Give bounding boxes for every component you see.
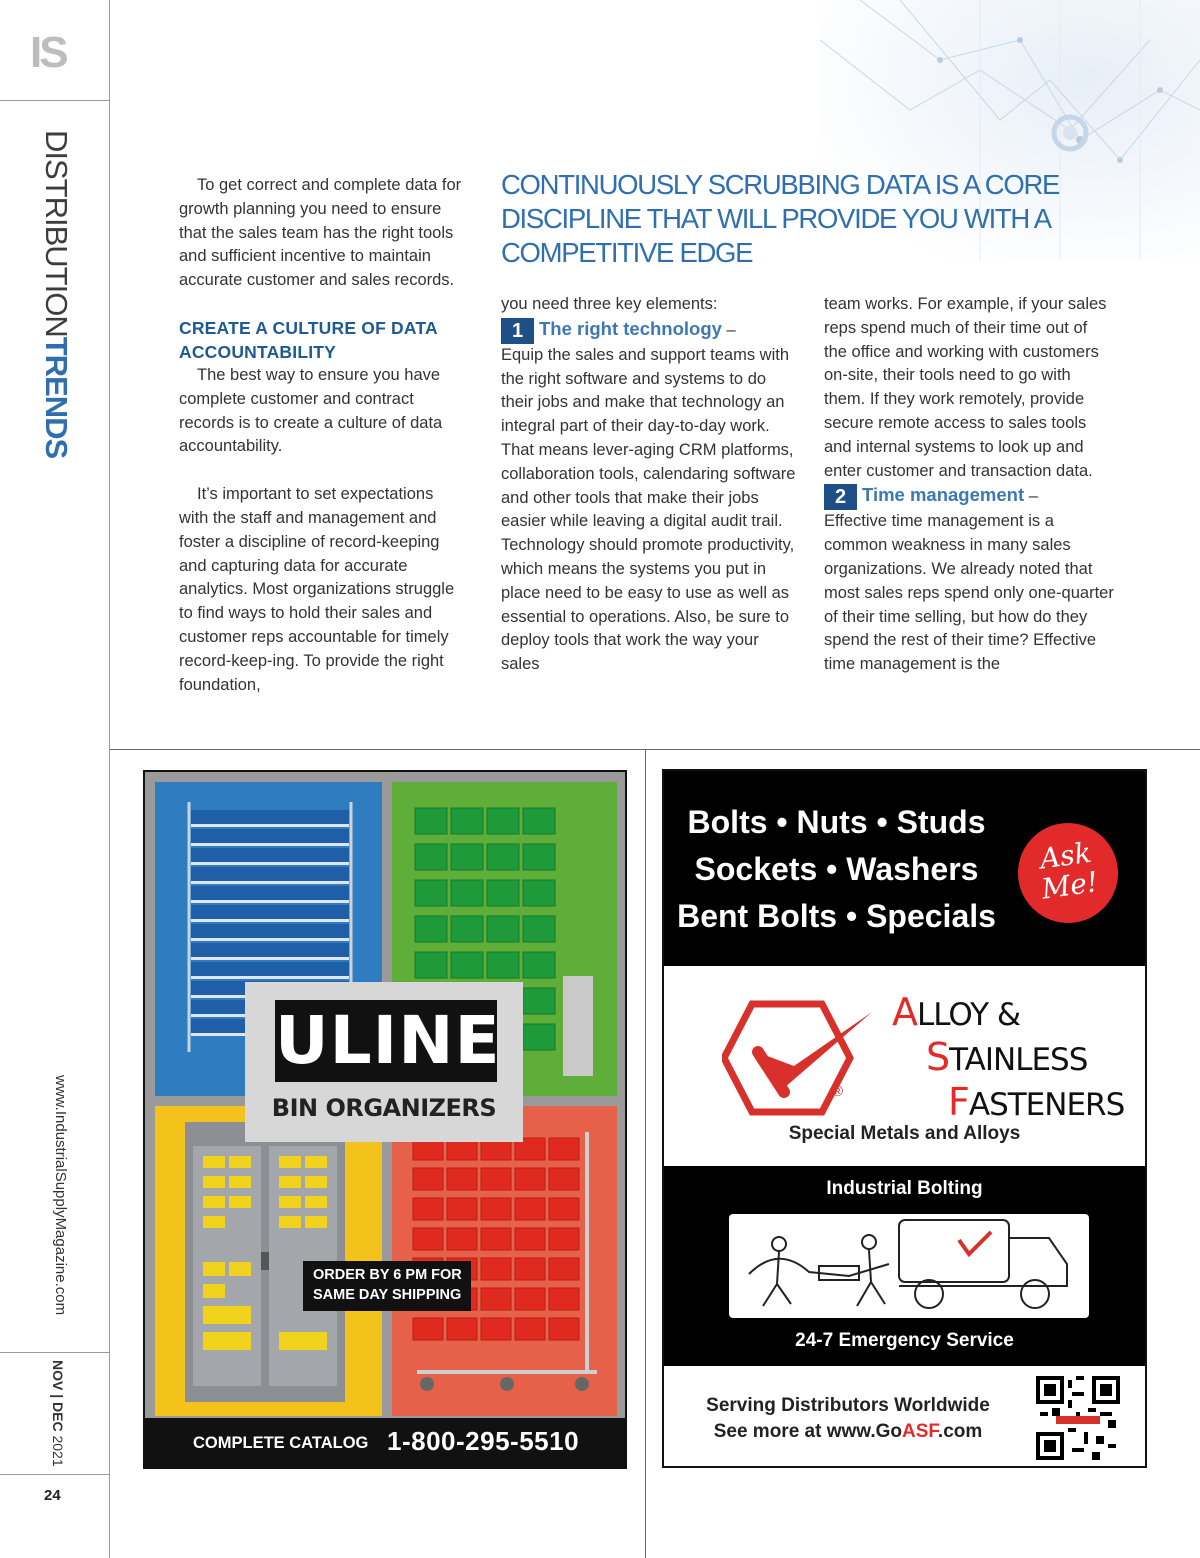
body-paragraph: It’s important to set expectations with the staff and management and foster a discipline of record-keeping and capturing data for accurate analytics. Most organizations struggle to find ways to hold their sales and customer reps accountable for timely record-keep-ing. To provide the right foundation, [179, 485, 455, 694]
article-column-1 [179, 174, 464, 697]
list-item-heading [824, 483, 1114, 510]
lead-in-text: you need three key elements: [501, 295, 718, 313]
list-item-heading [501, 317, 796, 344]
truck-icon [729, 1214, 1089, 1318]
product-list [664, 799, 1009, 940]
article-column-3 [824, 293, 1114, 677]
phone-number[interactable]: 1-800-295-5510 [387, 1426, 580, 1456]
rail-divider [0, 100, 110, 101]
issue-date [48, 1360, 68, 1490]
item-dash: – [1024, 487, 1038, 506]
item-title: Time management [862, 484, 1025, 506]
shipping-callout [303, 1261, 471, 1311]
article-column-2 [501, 293, 796, 677]
ad-divider-horizontal [110, 749, 1200, 750]
page-rail [0, 0, 110, 1558]
registered-mark: ® [832, 1083, 844, 1100]
metals-tagline: Special Metals and Alloys [788, 1123, 1021, 1144]
ad-divider-vertical [645, 749, 646, 1558]
uline-label-panel [245, 982, 523, 1142]
brand-word: FASTENERS [948, 1080, 1125, 1124]
rail-divider [0, 1474, 110, 1475]
asf-checkmark-logo [722, 996, 892, 1116]
product-line: Bolts • Nuts • Studs [687, 804, 986, 840]
emergency-service-label: 24-7 Emergency Service [795, 1330, 1014, 1351]
section-label-light: DISTRIBUTION [39, 130, 74, 337]
asf-products-banner [664, 771, 1145, 966]
body-paragraph: The best way to ensure you have complete customer and contract records is to create a culture of data accountability. [179, 365, 443, 456]
item-title: The right technology [539, 317, 722, 339]
asf-bolting-banner [664, 1166, 1145, 1366]
serving-tagline [688, 1393, 1008, 1445]
uline-logo: ULINE [275, 1000, 497, 1082]
product-line: Bent Bolts • Specials [677, 898, 996, 934]
item-number-badge: 2 [824, 484, 857, 510]
uline-subtitle: BIN ORGANIZERS [271, 1094, 497, 1122]
uline-advertisement[interactable] [143, 770, 627, 1469]
intro-paragraph: To get correct and complete data for growth planning you need to ensure that the sales team has the right tools and sufficient incentive to maintain accurate customer and sales records. [179, 176, 462, 290]
shipping-line: SAME DAY SHIPPING [313, 1287, 462, 1303]
page-number: 24 [44, 1487, 61, 1504]
ask-me-line: Ask [1037, 835, 1094, 876]
body-paragraph: team works. For example, if your sales reps spend much of their time out of the office and working with customers on-site, their tools need to go with them. If they work remotely, provide secure remote access to sales tools and internal systems to look up and enter customer and transaction data. [824, 295, 1107, 480]
section-label-bold: TRENDS [39, 336, 74, 459]
serving-line: Serving Distributors Worldwide [706, 1395, 990, 1416]
item-body: Equip the sales and support teams with the right software and systems to do their jobs and make that technology an integral part of their day-to-day work. That means lever-aging CRM platforms, collaboration tools, calendaring software and other tools that make their jobs easier while leaving a digital audit trail. Technology should promote productivity, which means the systems you put in place need to be easy to use as well as essential to operations. Also, be sure to deploy tools that work the way your sales [501, 345, 796, 674]
ask-me-line: Me! [1039, 865, 1101, 906]
section-label [36, 130, 76, 550]
product-line: Sockets • Washers [694, 851, 979, 887]
service-truck-illustration [729, 1214, 1089, 1318]
catalog-label: COMPLETE CATALOG [193, 1434, 369, 1452]
issue-month: NOV | DEC [50, 1360, 66, 1432]
magazine-url: www.IndustrialSupplyMagazine.com [52, 1075, 69, 1316]
brand-word: ALLOY & [892, 990, 1021, 1034]
issue-year: 2021 [50, 1435, 66, 1467]
qr-code-icon[interactable] [1036, 1376, 1120, 1460]
ask-me-badge [1012, 817, 1125, 930]
asf-brand-name [892, 991, 1132, 1126]
pull-quote: CONTINUOUSLY SCRUBBING DATA IS A CORE DISCIPLINE THAT WILL PROVIDE YOU WITH A COMPETITIVE EDGE [501, 169, 1060, 268]
section-subhead: CREATE A CULTURE OF DATA ACCOUNTABILITY [179, 317, 438, 362]
uline-footer [145, 1418, 625, 1467]
item-dash: – [721, 320, 736, 339]
rail-divider [0, 1352, 110, 1353]
brand-word: STAINLESS [926, 1035, 1088, 1079]
item-body: Effective time management is a common weakness in many sales organizations. We already noted that most sales reps spend only one-quarter of their time selling, but how do they spend the rest of their time? Effective time management is the [824, 512, 1114, 674]
asf-website-link[interactable]: See more at www.GoASF.com [713, 1421, 983, 1442]
magazine-logo: IS [30, 28, 66, 77]
item-number-badge: 1 [501, 318, 534, 344]
asf-advertisement[interactable] [662, 769, 1147, 1468]
bolting-heading: Industrial Bolting [826, 1178, 983, 1199]
shipping-line: ORDER BY 6 PM FOR [313, 1267, 462, 1283]
